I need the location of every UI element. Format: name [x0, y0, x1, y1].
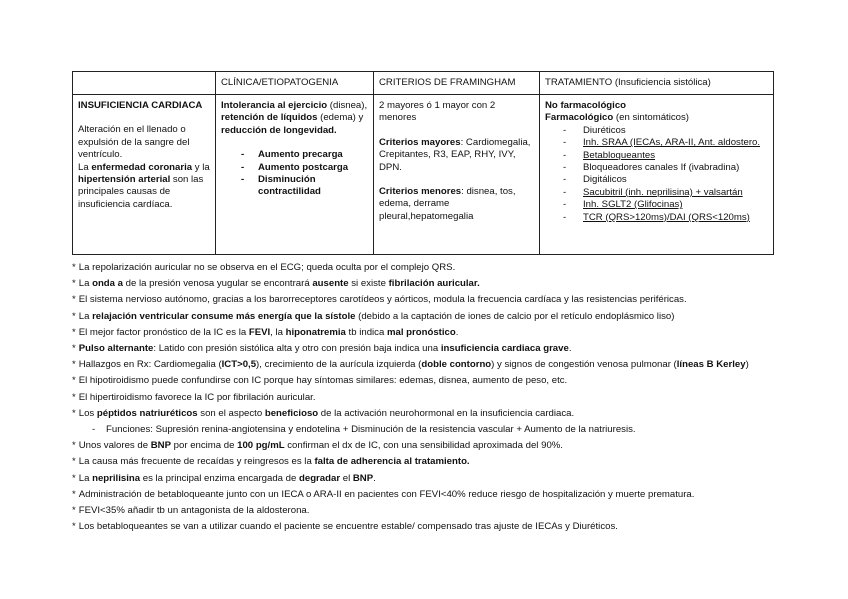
cell-insuficiencia	[73, 95, 216, 255]
ic-description: Alteración en el llenado o expulsión de la sangre del ventrículo.	[78, 124, 190, 161]
list-item: - Disminución contractilidad	[221, 174, 369, 199]
note-item: * La repolarización auricular no se observa en el ECG; queda oculta por el complejo QRS.	[72, 262, 456, 273]
framingham-menores: Criterios menores: disnea, tos, edema, derrame pleural,hepatomegalia	[379, 186, 516, 222]
note-item: * FEVI<35% añadir tb un antagonista de la aldosterona.	[72, 505, 310, 517]
header-empty-cell	[73, 72, 216, 95]
note-item: * El hipertiroidismo favorece la IC por fibrilación auricular.	[72, 391, 316, 403]
list-item: - Inh. SRAA (IECAs, ARA-II, Ant. aldostero.	[545, 137, 769, 149]
table-header-row	[73, 72, 774, 95]
note-item: * La onda a de la presión venosa yugular se encontrará ausente si existe fibrilación auricular.	[72, 278, 480, 290]
tx-list	[545, 125, 769, 224]
note-item: * El sistema nervioso autónomo, gracias a los barorreceptores carotídeos y aórticos, modula la frecuencia cardíaca y las resistencias periféricas.	[72, 294, 687, 306]
note-item: * La neprilisina es la principal enzima encargada de degradar el BNP.	[72, 472, 376, 484]
ic-title: INSUFICIENCIA CARDIACA	[78, 100, 203, 111]
note-item: * Hallazgos en Rx: Cardiomegalia (ICT>0,5), crecimiento de la aurícula izquierda (doble contorno) y signos de congestión venosa pulmonar (líneas B Kerley)	[72, 359, 749, 371]
note-subitem: - Funciones: Supresión renina-angiotensina y endotelina + Disminución de la resistencia vascular + Aumento de la natriuresis.	[92, 424, 636, 436]
notes-list	[72, 260, 782, 535]
cell-framingham	[374, 95, 540, 255]
list-item: - Diuréticos	[545, 125, 769, 137]
note-item: * El mejor factor pronóstico de la IC es la FEVI, la hiponatremia tb indica mal pronóstico.	[72, 326, 459, 338]
list-item: - Aumento precarga	[221, 149, 369, 161]
clinica-list	[221, 149, 369, 199]
header-tratamiento: TRATAMIENTO (Insuficiencia sistólica)	[540, 72, 774, 95]
note-item: * Administración de betabloqueante junto con un IECA o ARA-II en pacientes con FEVI<40% reduce riesgo de hospitalización y muerte prematura.	[72, 488, 695, 500]
list-item: - Bloqueadores canales If (ivabradina)	[545, 162, 769, 174]
header-clinica: CLÍNICA/ETIOPATOGENIA	[216, 72, 374, 95]
note-item: * Los betabloqueantes se van a utilizar cuando el paciente se encuentre estable/ compensado tras ajuste de IECAs y Diuréticos.	[72, 521, 618, 533]
note-item: * La causa más frecuente de recaídas y reingresos es la falta de adherencia al tratamiento.	[72, 456, 470, 468]
note-item: * Pulso alternante: Latido con presión sistólica alta y otro con presión baja indica una insuficiencia cardiaca grave.	[72, 343, 572, 355]
note-item: * Los péptidos natriuréticos son el aspecto beneficioso de la activación neurohormonal en la insuficiencia cardiaca.	[72, 407, 575, 419]
ic-causes: La enfermedad coronaria y la hipertensión arterial son las principales causas de insuficiencia cardíaca.	[78, 161, 210, 210]
list-item: - Sacubitril (inh. neprilisina) + valsartán	[545, 187, 769, 199]
note-item: * La relajación ventricular consume más energía que la sístole (debido a la captación de iones de calcio por el retículo endoplásmico liso)	[72, 310, 675, 322]
table-body-row	[73, 95, 774, 255]
list-item: - Aumento postcarga	[221, 162, 369, 174]
clinica-intro: Intolerancia al ejercicio (disnea), retención de líquidos (edema) y reducción de longevidad.	[221, 100, 368, 136]
framingham-intro: 2 mayores ó 1 mayor con 2 menores	[379, 100, 496, 124]
cell-clinica	[216, 95, 374, 255]
header-framingham: CRITERIOS DE FRAMINGHAM	[374, 72, 540, 95]
note-item: * Unos valores de BNP por encima de 100 pg/mL confirman el dx de IC, con una sensibilidad aproximada del 90%.	[72, 440, 563, 452]
tx-farm: Farmacológico (en sintomáticos)	[545, 112, 689, 124]
ic-summary-table	[72, 71, 774, 255]
list-item: - Betabloqueantes	[545, 150, 769, 162]
framingham-mayores: Criterios mayores: Cardiomegalia, Crepitantes, R3, EAP, RHY, IVY, DPN.	[379, 136, 531, 173]
list-item: - Digitálicos	[545, 174, 769, 186]
list-item: - Inh. SGLT2 (Glifocinas)	[545, 199, 769, 211]
cell-tratamiento	[540, 95, 774, 255]
list-item: - TCR (QRS>120ms)/DAI (QRS<120ms)	[545, 212, 769, 224]
tx-nofarm: No farmacológico	[545, 100, 627, 111]
note-item: * El hipotiroidismo puede confundirse con IC porque hay síntomas similares: edemas, disnea, aumento de peso, etc.	[72, 375, 568, 387]
